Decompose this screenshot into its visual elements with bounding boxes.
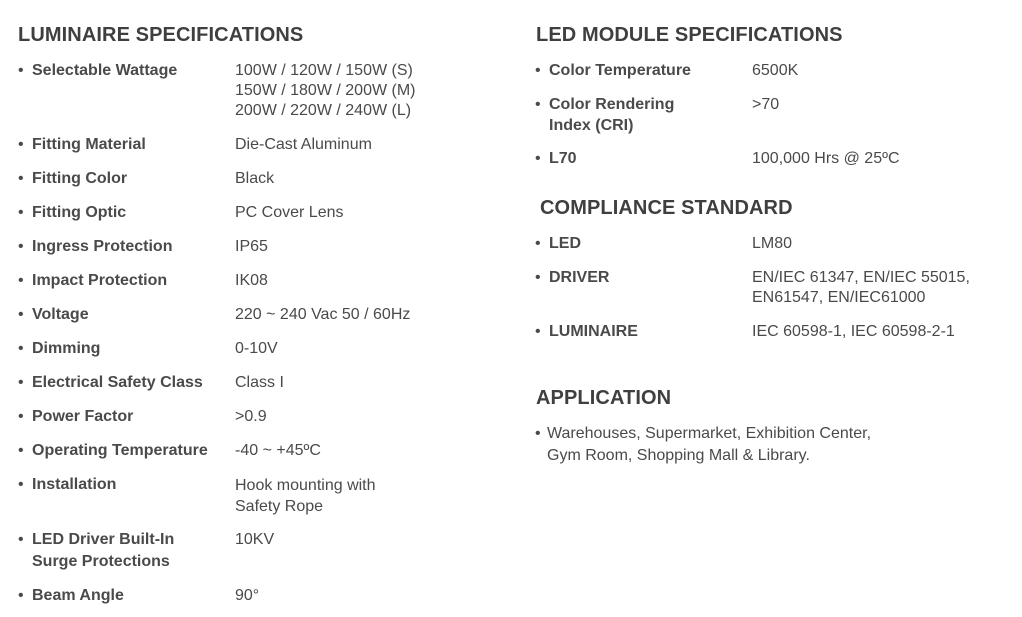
spec-label: Dimming (32, 340, 101, 357)
spec-value: 220 ~ 240 Vac 50 / 60Hz (235, 306, 411, 323)
spec-label: Beam Angle (32, 587, 124, 604)
spec-label: Color Rendering Index (CRI) (549, 96, 675, 134)
bullet: • (535, 150, 541, 167)
compliance-value: IEC 60598-1, IEC 60598-2-1 (752, 323, 955, 340)
spec-label: L70 (549, 150, 577, 167)
bullet: • (18, 238, 24, 255)
spec-value: Black (235, 170, 275, 187)
led-module-heading: LED MODULE SPECIFICATIONS (536, 24, 843, 46)
spec-value: IK08 (235, 272, 268, 289)
bullet: • (18, 204, 24, 221)
bullet: • (18, 442, 24, 459)
application-heading: APPLICATION (536, 387, 672, 409)
bullet: • (18, 587, 24, 604)
spec-label: Impact Protection (32, 272, 168, 289)
spec-value: 100,000 Hrs @ 25ºC (752, 150, 900, 167)
compliance-label: DRIVER (549, 269, 610, 286)
compliance-value: EN/IEC 61347, EN/IEC 55015, EN61547, EN/IEC61000 (752, 269, 970, 306)
spec-value: PC Cover Lens (235, 204, 344, 221)
spec-label: Electrical Safety Class (32, 374, 203, 391)
spec-value: IP65 (235, 238, 268, 255)
spec-label: Operating Temperature (32, 442, 208, 459)
bullet: • (18, 476, 24, 493)
spec-value: Hook mounting with Safety Rope (235, 477, 376, 515)
bullet: • (18, 340, 24, 357)
spec-label: Ingress Protection (32, 238, 173, 255)
spec-label: Color Temperature (549, 62, 691, 79)
spec-label: Fitting Optic (32, 204, 127, 221)
bullet: • (18, 62, 24, 79)
spec-label: Fitting Material (32, 136, 146, 153)
bullet: • (18, 374, 24, 391)
bullet: • (18, 408, 24, 425)
bullet: • (535, 235, 541, 252)
compliance-label: LUMINAIRE (549, 323, 638, 340)
bullet: • (535, 96, 541, 113)
compliance-label: LED (549, 235, 581, 252)
spec-label: Selectable Wattage (32, 62, 178, 79)
spec-label: Power Factor (32, 408, 134, 425)
spec-value: >70 (752, 96, 780, 113)
spec-value: 6500K (752, 62, 799, 79)
spec-value: Die-Cast Aluminum (235, 136, 372, 153)
bullet: • (18, 531, 24, 548)
spec-value: -40 ~ +45ºC (235, 442, 321, 459)
spec-label: Installation (32, 476, 117, 493)
spec-value: 10KV (235, 531, 275, 548)
spec-value: 100W / 120W / 150W (S) 150W / 180W / 200W (M) 200W / 220W / 240W (L) (235, 62, 416, 119)
spec-label: Fitting Color (32, 170, 128, 187)
bullet: • (18, 272, 24, 289)
application-text: Warehouses, Supermarket, Exhibition Center, Gym Room, Shopping Mall & Library. (547, 425, 872, 464)
bullet: • (18, 136, 24, 153)
bullet: • (18, 306, 24, 323)
spec-value: >0.9 (235, 408, 267, 425)
bullet: • (535, 62, 541, 79)
bullet: • (18, 170, 24, 187)
spec-value: 0-10V (235, 340, 278, 357)
bullet: • (535, 425, 541, 442)
spec-value: Class I (235, 374, 284, 391)
spec-label: LED Driver Built-In Surge Protections (32, 531, 175, 570)
compliance-heading: COMPLIANCE STANDARD (540, 197, 793, 219)
bullet: • (535, 323, 541, 340)
spec-label: Voltage (32, 306, 89, 323)
luminaire-heading: LUMINAIRE SPECIFICATIONS (18, 24, 304, 46)
bullet: • (535, 269, 541, 286)
spec-value: 90° (235, 587, 260, 604)
compliance-value: LM80 (752, 235, 793, 252)
